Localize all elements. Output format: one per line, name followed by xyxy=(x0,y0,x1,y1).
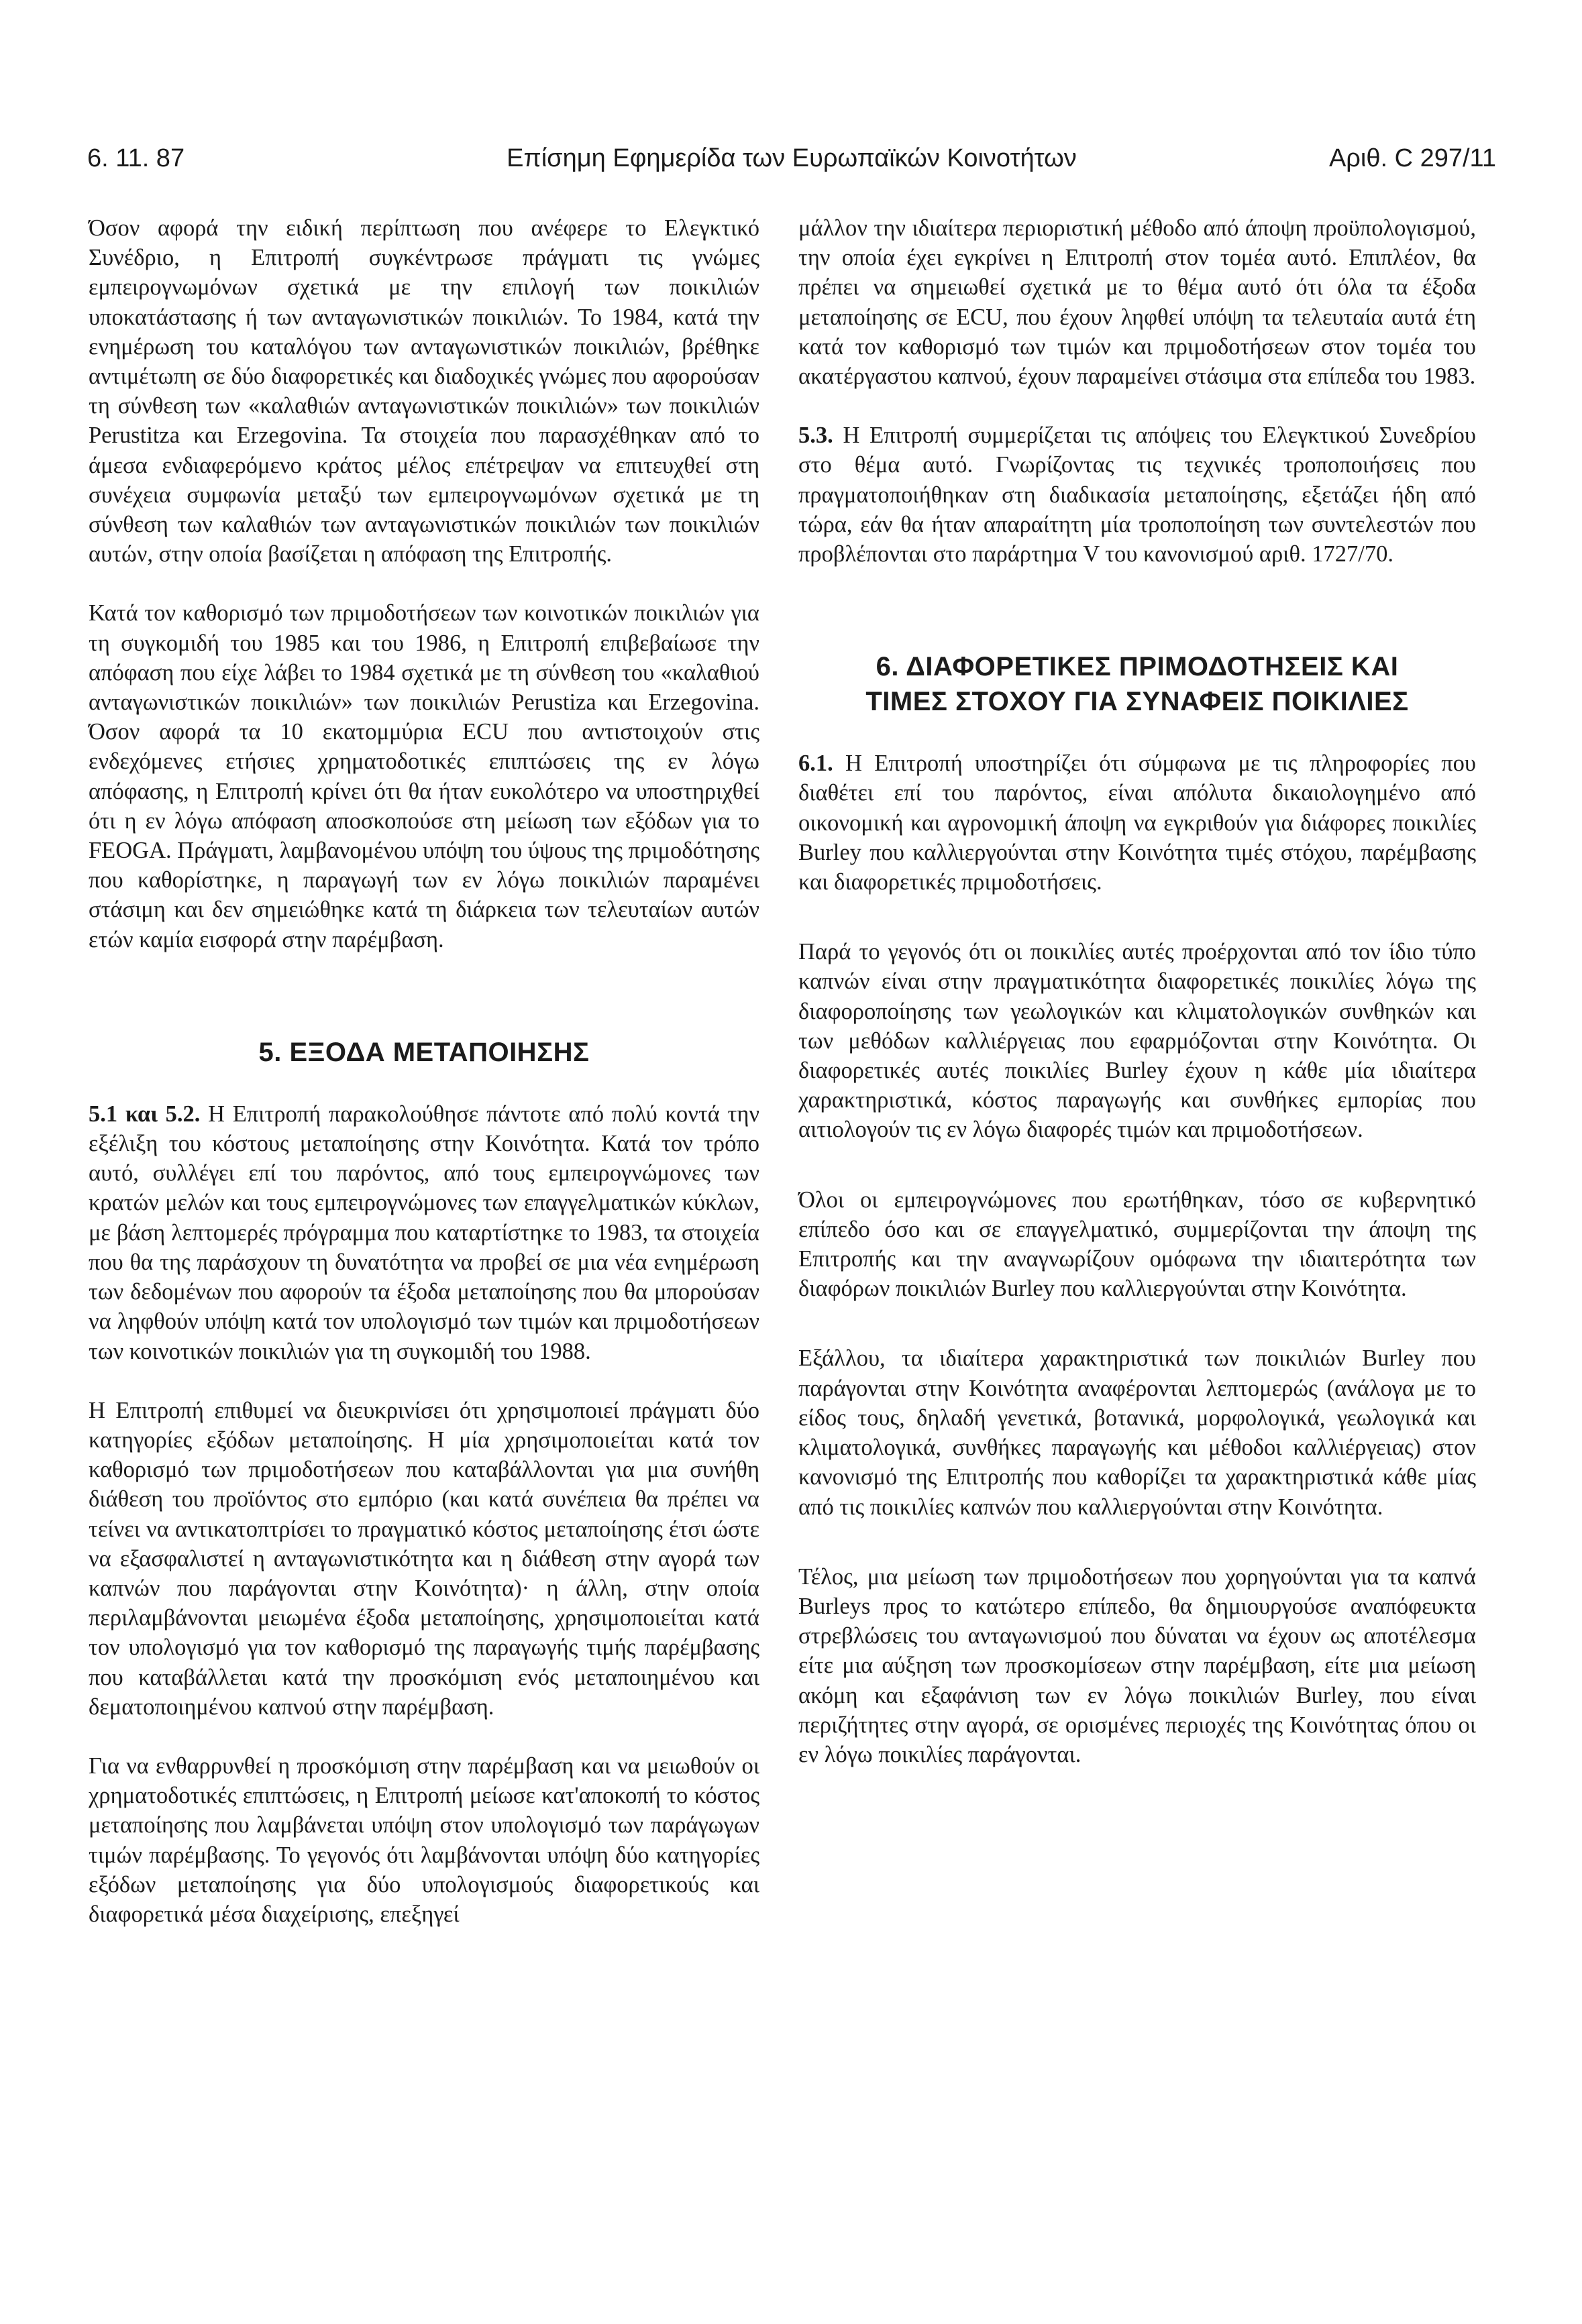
header-publication-title: Επίσημη Εφημερίδα των Ευρωπαϊκών Κοινοτήτων xyxy=(507,144,1077,172)
paragraph: Όσον αφορά την ειδική περίπτωση που ανέφερε το Ελεγκτικό Συνέδριο, η Επιτροπή συγκέντρωσε πράγματι τις γνώμες εμπειρογνωμόνων σχετικά με την επιλογή των ποικιλιών υποκατάστασης ή των ανταγωνιστικών ποικιλιών. Το 1984, κατά την ενημέρωση του καταλόγου των ανταγωνιστικών ποικιλιών, βρέθηκε αντιμέτωπη σε δύο διαφορετικές και διαδοχικές γνώμες που αφορούσαν τη σύνθεση των «καλαθιών ανταγωνιστικών ποικιλιών» των ποικιλιών Perustitza και Erzegovina. Τα στοιχεία που παρασχέθηκαν από το άμεσα ενδιαφερόμενο κράτος μέλος επέτρεψαν να επιτευχθεί στη συνέχεια συμφωνία μεταξύ των εμπειρογνωμόνων σχετικά με τη σύνθεση των καλαθιών των ανταγωνιστικών ποικιλιών των ποικιλιών αυτών, στην οποία βασίζεται η απόφαση της Επιτροπής. xyxy=(89,215,759,567)
right-column xyxy=(798,213,1476,1769)
heading-line: 6. ΔΙΑΦΟΡΕΤΙΚΕΣ ΠΡΙΜΟΔΟΤΗΣΕΙΣ ΚΑΙ xyxy=(876,652,1399,682)
heading-line: ΤΙΜΕΣ ΣΤΟΧΟΥ ΓΙΑ ΣΥΝΑΦΕΙΣ ΠΟΙΚΙΛΙΕΣ xyxy=(865,687,1409,717)
header-issue-number: Αριθ. C 297/11 xyxy=(1328,144,1496,172)
numbered-paragraph xyxy=(798,421,1476,569)
paragraph: μάλλον την ιδιαίτερα περιοριστική μέθοδο από άποψη προϋπολογισμού, την οποία έχει εγκρίνει η Επιτροπή στον τομέα αυτό. Επιπλέον, θα πρέπει να σημειωθεί σχετικά με το θέμα αυτό ότι όλα τα έξοδα μεταποίησης σε ECU, που έχουν ληφθεί υπόψη τα τελευταία αυτά έτη κατά τον καθορισμό των τιμών και πριμοδοτήσεων στον τομέα του ακατέργαστου καπνού, έχουν παραμείνει στάσιμα στα επίπεδα του 1983. xyxy=(798,215,1476,390)
paragraph: Εξάλλου, τα ιδιαίτερα χαρακτηριστικά των ποικιλιών Burley που παράγονται στην Κοινότητα αναφέρονται λεπτομερώς (ανάλογα με το είδος τους, δηλαδή γενετικά, βοτανικά, μορφολογικά, γεωλογικά και κλιματολογικά, συνθήκες παραγωγής και μέθοδοι καλλιέργειας) στον κανονισμό της Επιτροπής που καθορίζει τα χαρακτηριστικά κάθε μίας από τις ποικιλίες καπνών που καλλιεργούνται στην Κοινότητα. xyxy=(798,1345,1476,1520)
left-column xyxy=(89,213,759,1929)
numbered-paragraph xyxy=(89,1099,759,1366)
paragraph-number: 5.3. xyxy=(798,423,833,449)
paragraph: Για να ενθαρρυνθεί η προσκόμιση στην παρέμβαση και να μειωθούν οι χρηματοδοτικές επιπτώσεις, η Επιτροπή μείωσε κατ'αποκοπή το κόστος μεταποίησης που λαμβάνεται υπόψη στον υπολογισμό των παράγωγων τιμών παρέμβασης. Το γεγονός ότι λαμβάνονται υπόψη δύο κατηγορίες εξόδων μεταποίησης για δύο υπολογισμούς διαφορετικούς και διαφορετικά μέσα διαχείρισης, επεξηγεί xyxy=(89,1753,759,1927)
header-date: 6. 11. 87 xyxy=(87,144,185,172)
paragraph: Τέλος, μια μείωση των πριμοδοτήσεων που χορηγούνται για τα καπνά Burleys προς το κατώτερο επίπεδο, θα δημιουργούσε αναπόφευκτα στρεβλώσεις του ανταγωνισμού που δύναται να έχουν ως αποτέλεσμα είτε μια αύξηση των προσκομίσεων στην παρέμβαση, είτε μια μείωση ακόμη και εξαφάνιση των εν λόγω ποικιλιών Burley, που είναι περιζήτητες στην αγορά, σε ορισμένες περιοχές της Κοινότητας όπου οι εν λόγω ποικιλίες παράγονται. xyxy=(798,1563,1476,1767)
paragraph-text: Η Επιτροπή συμμερίζεται τις απόψεις του Ελεγκτικού Συνεδρίου στο θέμα αυτό. Γνωρίζοντας τις τεχνικές τροποποιήσεις που πραγματοποιήθηκαν στη διαδικασία μεταποίησης, εξετάζει ήδη από τώρα, εάν θα ήταν απαραίτητη μία τροποποίηση των συντελεστών που προβλέπονται στο παράρτημα V του κανονισμού αριθ. 1727/70. xyxy=(798,423,1476,567)
numbered-paragraph xyxy=(798,749,1476,897)
section-heading-5: 5. ΕΞΟΔΑ ΜΕΤΑΠΟΙΗΣΗΣ xyxy=(258,1037,590,1067)
paragraph: Κατά τον καθορισμό των πριμοδοτήσεων των κοινοτικών ποικιλιών για τη συγκομιδή του 1985 και του 1986, η Επιτροπή επιβεβαίωσε την απόφαση που είχε λάβει το 1984 σχετικά με τη σύνθεση του «καλαθιού ανταγωνιστικών ποικιλιών» των ποικιλιών Perustiza και Erzegovina. Όσον αφορά τα 10 εκατομμύρια ECU που αντιστοιχούν στις ενδεχόμενες ετήσιες χρηματοδοτικές επιπτώσεις της εν λόγω απόφασης, η Επιτροπή κρίνει ότι θα ήταν ευκολότερο να υποστηριχθεί ότι η εν λόγω απόφαση αποσκοπούσε στη μείωση των εξόδων για το FEOGA. Πράγματι, λαμβανομένου υπόψη του ύψους της πριμοδότησης που καθορίστηκε, η παραγωγή των εν λόγω ποικιλιών παραμένει στάσιμη και δεν σημειώθηκε κατά τη διάρκεια των τελευταίων αυτών ετών καμία εισφορά στην παρέμβαση. xyxy=(89,600,759,952)
paragraph: Όλοι οι εμπειρογνώμονες που ερωτήθηκαν, τόσο σε κυβερνητικό επίπεδο όσο και σε επαγγελματικό, συμμερίζονται την άποψη της Επιτροπής και την αναγνωρίζουν ομόφωνα την ιδιαιτερότητα των διαφόρων ποικιλιών Burley που καλλιεργούνται στην Κοινότητα. xyxy=(798,1186,1476,1302)
paragraph: Η Επιτροπή επιθυμεί να διευκρινίσει ότι χρησιμοποιεί πράγματι δύο κατηγορίες εξόδων μεταποίησης. Η μία χρησιμοποιείται κατά τον καθορισμό των πριμοδοτήσεων που καταβάλλονται για μια συνήθη διάθεση του προϊόντος στο εμπόριο (και κατά συνέπεια θα πρέπει να τείνει να αντικατοπτρίσει το πραγματικό κόστος μεταποίησης έτσι ώστε να εξασφαλιστεί η ανταγωνιστικότητα και η διάθεση στην αγορά των καπνών που παράγονται στην Κοινότητα)· η άλλη, στην οποία περιλαμβάνονται μειωμένα έξοδα μεταποίησης, χρησιμοποιείται κατά τον υπολογισμό για τον καθορισμό της παραγωγής τιμής παρέμβασης που καταβάλλεται κατά την προσκόμιση ενός μεταποιημένου και δεματοποιημένου καπνού στην παρέμβαση. xyxy=(89,1397,759,1720)
paragraph-number: 5.1 και 5.2. xyxy=(89,1101,201,1127)
paragraph-text: Η Επιτροπή παρακολούθησε πάντοτε από πολύ κοντά την εξέλιξη του κόστους μεταποίησης στην Κοινότητα. Κατά τον τρόπο αυτό, συλλέγει επί του παρόντος, από τους εμπειρογνώμονες των κρατών μελών και τους εμπειρογνώμονες των επαγγελματικών κύκλων, με βάση λεπτομερές πρόγραμμα που καταρτίστηκε το 1983, τα στοιχεία που θα της παράσχουν τη δυνατότητα να προβεί σε μια νέα ενημέρωση των δεδομένων που αφορούν τα έξοδα μεταποίησης που θα μπορούσαν να ληφθούν υπόψη κατά τον υπολογισμό των τιμών και πριμοδοτήσεων των κοινοτικών ποικιλιών για τη συγκομιδή του 1988. xyxy=(89,1101,759,1364)
section-heading-6 xyxy=(798,649,1476,719)
paragraph-number: 6.1. xyxy=(798,751,833,777)
paragraph: Παρά το γεγονός ότι οι ποικιλίες αυτές προέρχονται από τον ίδιο τύπο καπνών είναι στην πραγματικότητα διαφορετικές ποικιλίες λόγω της διαφοροποίησης των γεωλογικών και κλιματολογικών συνθηκών και των μεθόδων καλλιέργειας που εφαρμόζονται στην Κοινότητα. Οι διαφορετικές αυτές ποικιλίες Burley έχουν η κάθε μία ιδιαίτερα χαρακτηριστικά, κόστος παραγωγής και συνθήκες εμπορίας που αιτιολογούν τις εν λόγω διαφορές τιμών και πριμοδοτήσεων. xyxy=(798,939,1476,1143)
paragraph-text: Η Επιτροπή υποστηρίζει ότι σύμφωνα με τις πληροφορίες που διαθέτει επί του παρόντος, είναι απόλυτα δικαιολογημένο από οικονομική και αγρονομική άποψη να εγκριθούν για διάφορες ποικιλίες Burley που καλλιεργούνται στην Κοινότητα τιμές στόχου, παρέμβασης και διαφορετικές πριμοδοτήσεις. xyxy=(798,751,1476,895)
page-header xyxy=(87,140,1496,177)
